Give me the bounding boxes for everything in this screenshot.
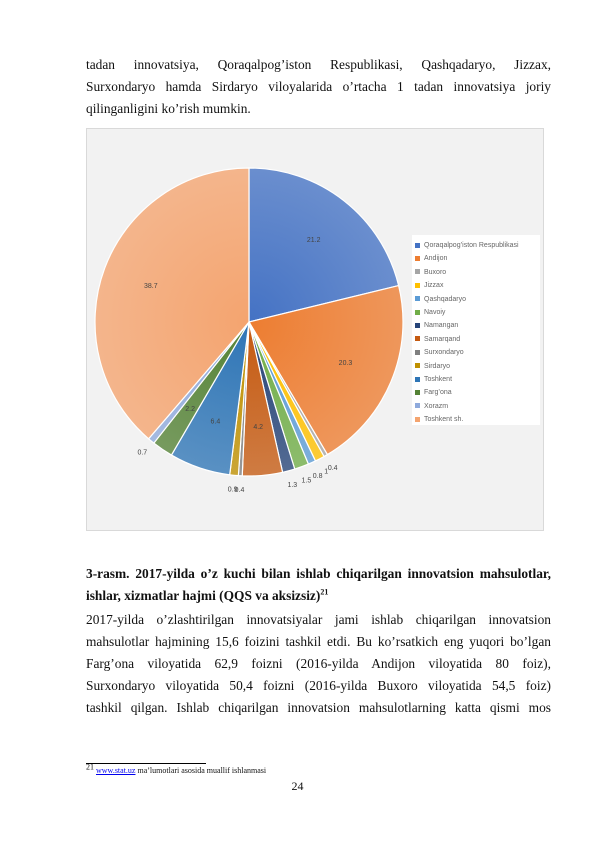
text-line: Surxondaryo hamda Sirdaryo viloyalarida o’rtacha 1 tadan innovatsiya joriy (86, 79, 551, 94)
legend-item (415, 268, 446, 278)
page-number: 24 (291, 779, 304, 793)
text-line: 2017-yilda o’zlashtirilgan innovatsiyalar jami ishlab chiqarilgan innovatsion (86, 612, 551, 627)
legend-swatch (415, 363, 420, 368)
legend-item (415, 375, 452, 385)
legend-label: Buxoro (424, 268, 447, 276)
legend-swatch (415, 350, 420, 355)
legend-label: Andijon (424, 255, 448, 263)
legend-item (415, 415, 463, 425)
caption-line: ishlar, xizmatlar hajmi (QQS va aksizsiz)$^{21}$ (86, 587, 329, 603)
legend-swatch (415, 296, 420, 301)
footnote-link[interactable]: www.stat.uz (96, 766, 136, 775)
footnote-text: ma’lumotlari asosida muallif ishlanmasi (135, 766, 267, 775)
chart-legend (412, 235, 540, 425)
pie-data-label: 2.2 (185, 406, 196, 414)
legend-swatch (415, 390, 420, 395)
legend-swatch (415, 310, 420, 315)
legend-label: Jizzax (424, 282, 444, 290)
pie-data-label: 0.4 (234, 487, 245, 495)
text-line: Surxondaryo viloyatida 50,4 foizni (2016-yilda Buxoro viloyatida 54,5 foiz) (86, 678, 551, 693)
pie-data-label: 1.5 (301, 477, 312, 485)
legend-item (415, 348, 464, 358)
pie-data-label: 4.2 (253, 423, 264, 431)
legend-item (415, 402, 448, 412)
legend-item (415, 241, 519, 251)
legend-item (415, 254, 447, 264)
text-line: Farg’ona viloyatida 62,9 foizni (2016-yilda Andijon viloyatida 80 foiz), (86, 656, 551, 671)
legend-swatch (415, 283, 420, 288)
text-line: mahsulotlar hajmining 15,6 foizini tashkil etdi. Bu ko’rsatkich eng yuqori bo’lgan (86, 634, 551, 649)
legend-label: Toshkent sh. (424, 416, 464, 424)
pie-data-label: 6.4 (210, 418, 221, 426)
footnote (86, 762, 267, 776)
text-line: tadan innovatsiya, Qoraqalpog’iston Respublikasi, Qashqadaryo, Jizzax, (86, 57, 551, 72)
legend-label: Samarqand (424, 335, 461, 343)
pie-data-label: 0.9 (227, 486, 238, 494)
figure-caption (86, 563, 551, 607)
legend-label: Farg’ona (424, 389, 452, 397)
legend-swatch (415, 403, 420, 408)
footnote-divider (86, 763, 206, 764)
legend-item (415, 335, 460, 345)
legend-item (415, 281, 443, 291)
legend-swatch (415, 243, 420, 248)
body-paragraph (86, 609, 551, 719)
legend-label: Qashqadaryo (424, 295, 467, 303)
legend-swatch (415, 269, 420, 274)
legend-swatch (415, 336, 420, 341)
caption-line: 3-rasm. 2017-yilda o’z kuchi bilan ishlab chiqarilgan innovatsion mahsulotlar, (86, 566, 551, 581)
footnote-number: 21 (86, 762, 94, 772)
legend-item (415, 295, 466, 305)
legend-label: Navoiy (424, 309, 446, 316)
legend-swatch (415, 323, 420, 328)
legend-item (415, 308, 445, 318)
pie-data-label: 0.7 (137, 449, 148, 457)
legend-swatch (415, 417, 420, 422)
text-line: qilinganligini ko’rish mumkin. (86, 101, 251, 116)
legend-label: Surxondaryo (424, 349, 464, 357)
pie-data-label: 20.3 (338, 360, 353, 368)
pie-data-label: 1 (324, 468, 329, 476)
legend-label: Namangan (424, 322, 459, 330)
legend-label: Sirdaryo (424, 362, 451, 370)
legend-item (415, 388, 452, 398)
pie-data-label: 0.8 (312, 472, 323, 480)
legend-swatch (415, 377, 420, 382)
legend-swatch (415, 256, 420, 261)
legend-item (415, 321, 458, 331)
pie-data-label: 21.2 (306, 237, 321, 245)
text-line: tashkil qilgan. Ishlab chiqarilgan innovatsion mahsulotlarning katta qismi mos (86, 700, 551, 715)
legend-item (415, 362, 450, 372)
legend-label: Xorazm (424, 402, 449, 410)
pie-data-label: 1.3 (287, 481, 298, 489)
caption-footnote-ref: 21 (320, 587, 329, 597)
pie-data-label: 0.4 (327, 465, 338, 473)
pie-data-label: 38.7 (143, 283, 158, 291)
legend-label: Qoraqalpog’iston Respublikasi (424, 242, 519, 249)
legend-label: Toshkent (424, 376, 453, 383)
